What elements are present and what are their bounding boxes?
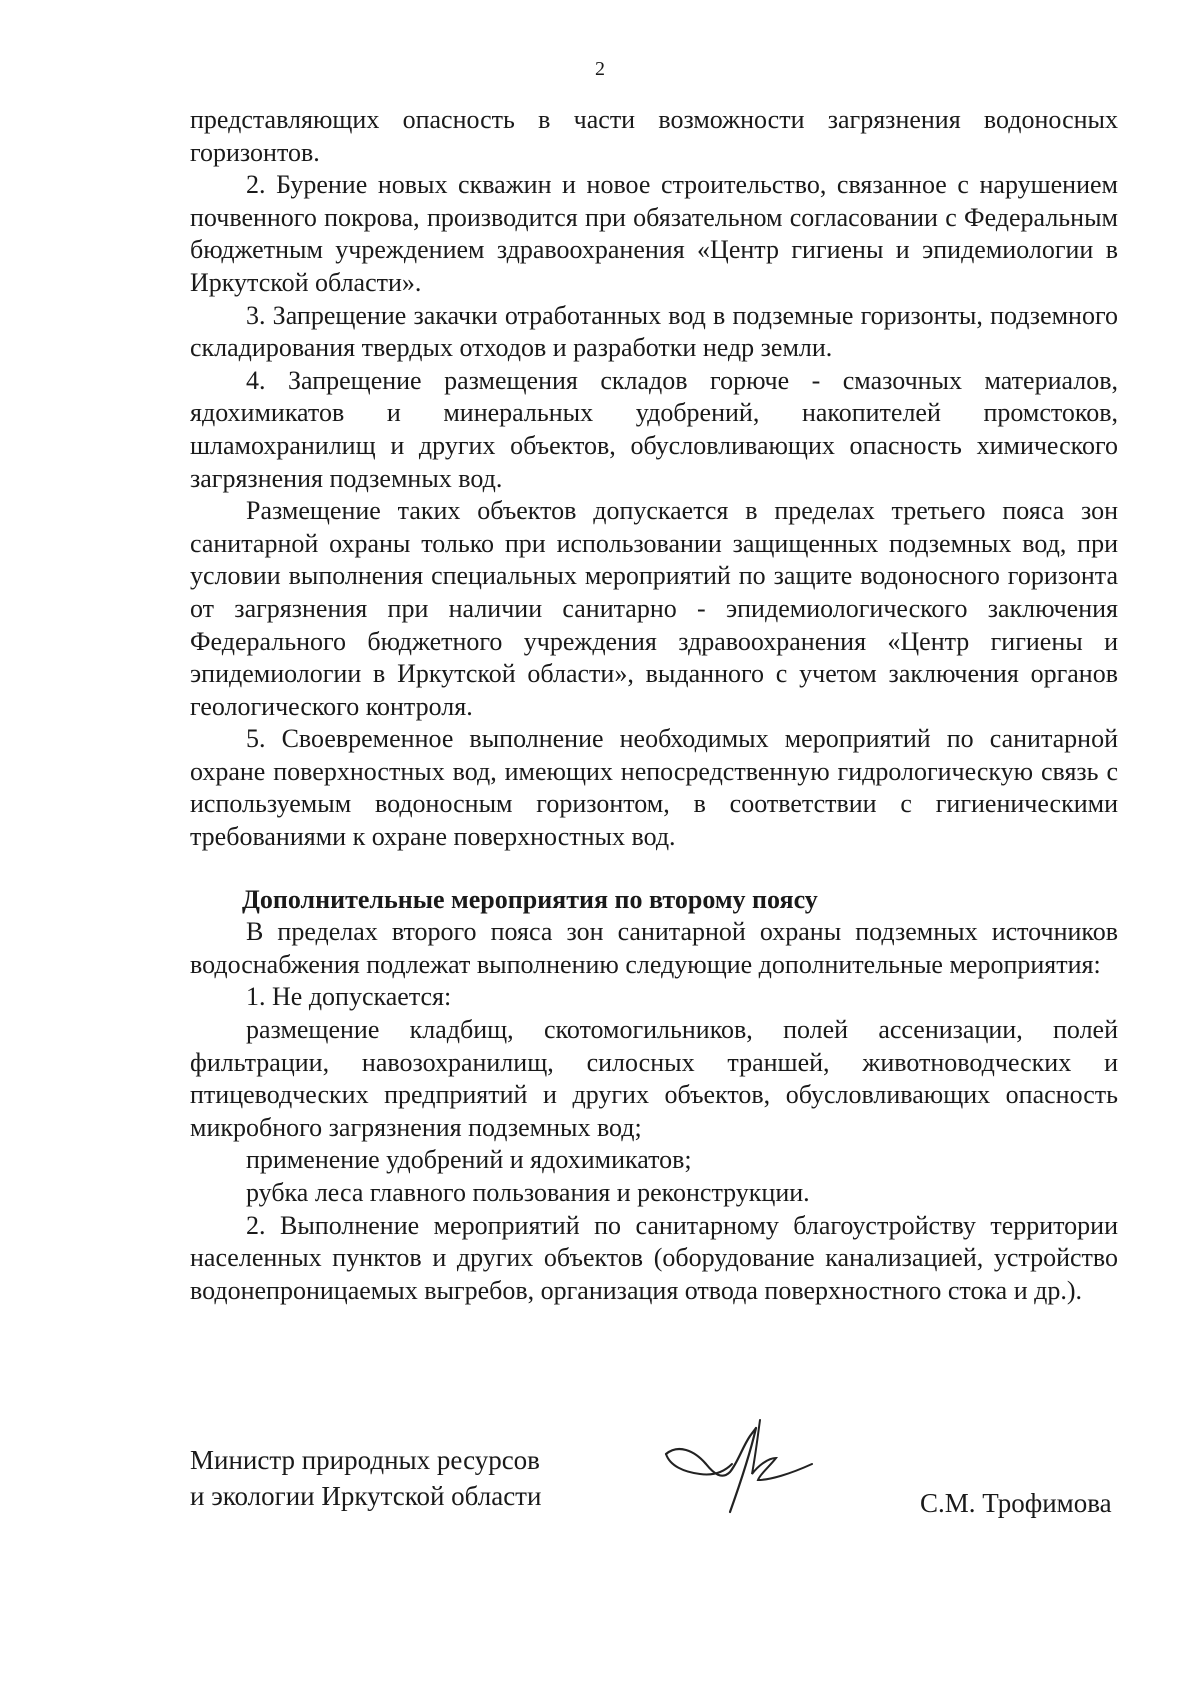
- section-item-2: 2. Выполнение мероприятий по санитарному благоустройству территории населенных пунктов и других объектов (оборудование канализацией, устройство водонепроницаемых выгребов, организация отвода поверхностного стока и др.).: [190, 1210, 1118, 1305]
- sub-item-burial-grounds: размещение кладбищ, скотомогильников, полей ассенизации, полей фильтрации, навозохранилищ, силосных траншей, животноводческих и птицеводческих предприятий и других объектов, обусловливающих опасность микробного загрязнения подземных вод;: [190, 1015, 1118, 1142]
- signer-title-line-2: и экологии Иркутской области: [190, 1481, 542, 1511]
- signer-title: [190, 1442, 541, 1514]
- document-body: [190, 104, 1118, 1307]
- paragraph-item-5: 5. Своевременное выполнение необходимых мероприятий по санитарной охране поверхностных вод, имеющих непосредственную гидрологическую связь с используемым водоносным горизонтом, в соответствии с гигиеническими требованиями к охране поверхностных вод.: [190, 724, 1118, 852]
- page-number: 2: [595, 58, 605, 80]
- handwritten-signature: [660, 1414, 820, 1524]
- signer-name: С.М. Трофимова: [920, 1488, 1112, 1518]
- paragraph-placement: Размещение таких объектов допускается в пределах третьего пояса зон санитарной охраны только при использовании защищенных подземных вод, при условии выполнения специальных мероприятий по защите водоносного горизонта от загрязнения при наличии санитарно - эпидемиологического заключения Федерального бюджетного учреждения здравоохранения «Центр гигиены и эпидемиологии в Иркутской области», выданного с учетом заключения органов геологического контроля.: [190, 496, 1118, 721]
- section-heading: Дополнительные мероприятия по второму поясу: [242, 884, 818, 914]
- paragraph-item-4: 4. Запрещение размещения складов горюче - смазочных материалов, ядохимикатов и минеральных удобрений, накопителей промстоков, шламохранилищ и других объектов, обусловливающих опасность химического загрязнения подземных вод.: [190, 365, 1118, 493]
- paragraph-item-2: 2. Бурение новых скважин и новое строительство, связанное с нарушением почвенного покрова, производится при обязательном согласовании с Федеральным бюджетным учреждением здравоохранения «Центр гигиены и эпидемиологии в Иркутской области».: [190, 170, 1118, 297]
- signer-title-line-1: Министр природных ресурсов: [190, 1445, 540, 1475]
- sub-item-fertilizers: применение удобрений и ядохимикатов;: [246, 1145, 692, 1175]
- section-item-1: 1. Не допускается:: [246, 982, 452, 1012]
- section-intro: В пределах второго пояса зон санитарной охраны подземных источников водоснабжения подлежат выполнению следующие дополнительные мероприятия:: [190, 917, 1118, 979]
- sub-item-logging: рубка леса главного пользования и реконструкции.: [246, 1178, 810, 1207]
- paragraph-continuation: представляющих опасность в части возможности загрязнения водоносных горизонтов.: [190, 105, 1118, 167]
- signature-block: [0, 1442, 1200, 1602]
- paragraph-item-3: 3. Запрещение закачки отработанных вод в подземные горизонты, подземного складирования твердых отходов и разработки недр земли.: [190, 300, 1118, 363]
